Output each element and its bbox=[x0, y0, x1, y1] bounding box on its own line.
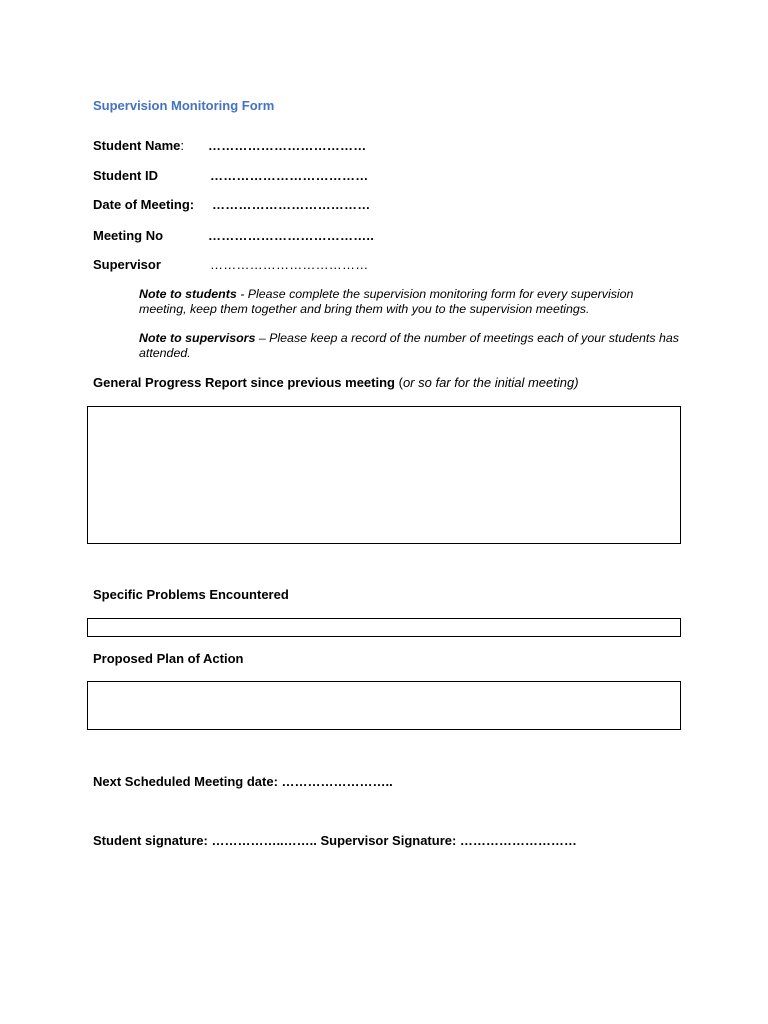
supervisor-label: Supervisor bbox=[93, 257, 161, 272]
meeting-no-field[interactable]: ……………………………….. bbox=[208, 228, 375, 243]
meeting-no-label: Meeting No bbox=[93, 228, 164, 243]
note-to-students-text: - Please complete the supervision monitoring form for every supervision meeting, keep them together and bring them with you to the supervision meetings. bbox=[139, 287, 634, 316]
date-of-meeting-label: Date of Meeting: bbox=[93, 197, 195, 212]
student-name-field[interactable]: ……………………………… bbox=[208, 138, 367, 153]
progress-report-heading: General Progress Report since previous meeting (or so far for the initial meeting) bbox=[93, 375, 579, 390]
note-to-supervisors-lead: Note to supervisors bbox=[139, 331, 256, 345]
next-meeting-line[interactable]: Next Scheduled Meeting date: …………………….. bbox=[93, 774, 393, 789]
supervisor-field[interactable]: ……………………………… bbox=[210, 257, 369, 272]
problems-box[interactable] bbox=[87, 618, 681, 637]
student-name-label: Student Name: bbox=[93, 138, 185, 153]
plan-box[interactable] bbox=[87, 681, 681, 730]
student-id-field[interactable]: ……………………………… bbox=[210, 168, 369, 183]
note-to-students bbox=[139, 287, 679, 317]
plan-heading: Proposed Plan of Action bbox=[93, 651, 244, 666]
date-of-meeting-field[interactable]: ……………………………… bbox=[212, 197, 371, 212]
note-to-students-lead: Note to students bbox=[139, 287, 237, 301]
problems-heading: Specific Problems Encountered bbox=[93, 587, 289, 602]
note-to-supervisors-text: – Please keep a record of the number of meetings each of your students has attended. bbox=[139, 331, 679, 360]
signatures-line[interactable]: Student signature: ……………..…….. Supervisor Signature: ……………………… bbox=[93, 833, 577, 848]
progress-report-box[interactable] bbox=[87, 406, 681, 544]
form-title: Supervision Monitoring Form bbox=[93, 98, 275, 113]
student-id-label: Student ID bbox=[93, 168, 158, 183]
note-to-supervisors bbox=[139, 331, 679, 361]
